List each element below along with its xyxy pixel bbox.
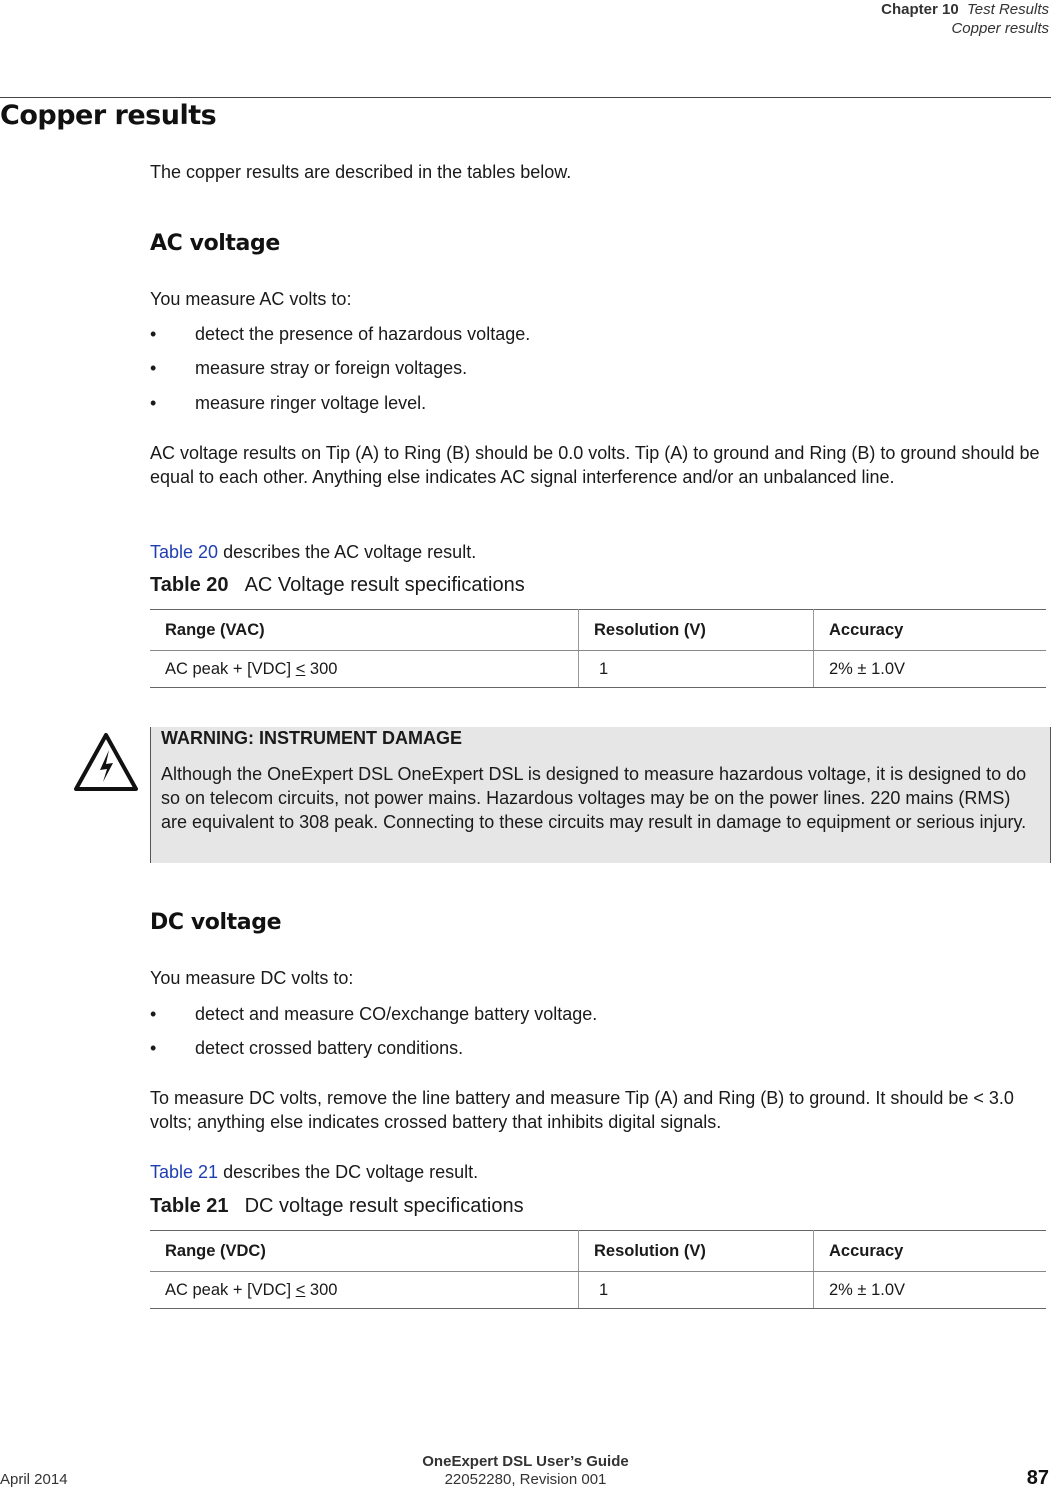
warning-box	[150, 727, 1051, 863]
dc-lead: You measure DC volts to:	[150, 968, 354, 988]
electrical-hazard-icon	[73, 732, 139, 792]
table-header-row	[150, 610, 1046, 651]
range-cell: AC peak + [VDC] < 300	[150, 651, 579, 688]
intro-text: The copper results are described in the tables below.	[150, 162, 572, 182]
footer-doc-number: 22052280, Revision 001	[444, 1471, 607, 1488]
warning-title: WARNING: INSTRUMENT DAMAGE	[161, 728, 462, 748]
table-21-link[interactable]: Table 21	[150, 1162, 219, 1182]
dc-spec-table	[150, 1230, 1046, 1309]
dc-table-caption: Table 21 DC voltage result specifications	[150, 1195, 524, 1217]
ac-spec-table	[150, 609, 1046, 688]
dc-paragraph: To measure DC volts, remove the line battery and measure Tip (A) and Ring (B) to ground. It should be < 3.0 volts; anything else indicates crossed battery that inhibits digital signals.	[150, 1088, 1014, 1132]
ac-table-caption: Table 20 AC Voltage result specifications	[150, 574, 525, 596]
table-20-link[interactable]: Table 20	[150, 542, 219, 562]
page-title: Copper results	[0, 100, 217, 131]
table-header-row	[150, 1231, 1046, 1272]
footer-guide-title: OneExpert DSL User’s Guide	[422, 1453, 629, 1470]
running-header	[881, 0, 1049, 38]
page-number: 87	[1026, 1467, 1049, 1489]
column-header: Resolution (V)	[579, 610, 814, 651]
column-header: Range (VAC)	[150, 610, 579, 651]
resolution-cell: 1	[579, 1272, 814, 1309]
ac-heading: AC voltage	[150, 231, 280, 256]
section-name: Copper results	[951, 20, 1049, 37]
ac-paragraph: AC voltage results on Tip (A) to Ring (B) should be 0.0 volts. Tip (A) to ground and Ring (B) to ground should be equal to each other. Anything else indicates AC signal interference and/or an unbalanced line.	[150, 443, 1040, 487]
table-row	[150, 651, 1046, 688]
column-header: Accuracy	[814, 610, 1047, 651]
chapter-number: Chapter 10	[881, 1, 959, 18]
column-header: Resolution (V)	[579, 1231, 814, 1272]
column-header: Range (VDC)	[150, 1231, 579, 1272]
chapter-title: Test Results	[967, 1, 1049, 18]
accuracy-cell: 2% ± 1.0V	[814, 1272, 1047, 1309]
dc-table-reference: Table 21 describes the DC voltage result.	[150, 1162, 479, 1182]
ac-table-reference: Table 20 describes the AC voltage result.	[150, 542, 477, 562]
resolution-cell: 1	[579, 651, 814, 688]
accuracy-cell: 2% ± 1.0V	[814, 651, 1047, 688]
dc-heading: DC voltage	[150, 910, 282, 935]
range-cell: AC peak + [VDC] < 300	[150, 1272, 579, 1309]
table-row	[150, 1272, 1046, 1309]
ac-lead: You measure AC volts to:	[150, 289, 352, 309]
footer-date: April 2014	[0, 1471, 68, 1488]
column-header: Accuracy	[814, 1231, 1047, 1272]
warning-body: Although the OneExpert DSL OneExpert DSL is designed to measure hazardous voltage, it is designed to do so on telecom circuits, not power mains. Hazardous voltages may be on the power lines. 220 mains (RMS) are equivalent to 308 peak. Connecting to these circuits may result in damage to equipment or serious injury.	[161, 764, 1027, 832]
